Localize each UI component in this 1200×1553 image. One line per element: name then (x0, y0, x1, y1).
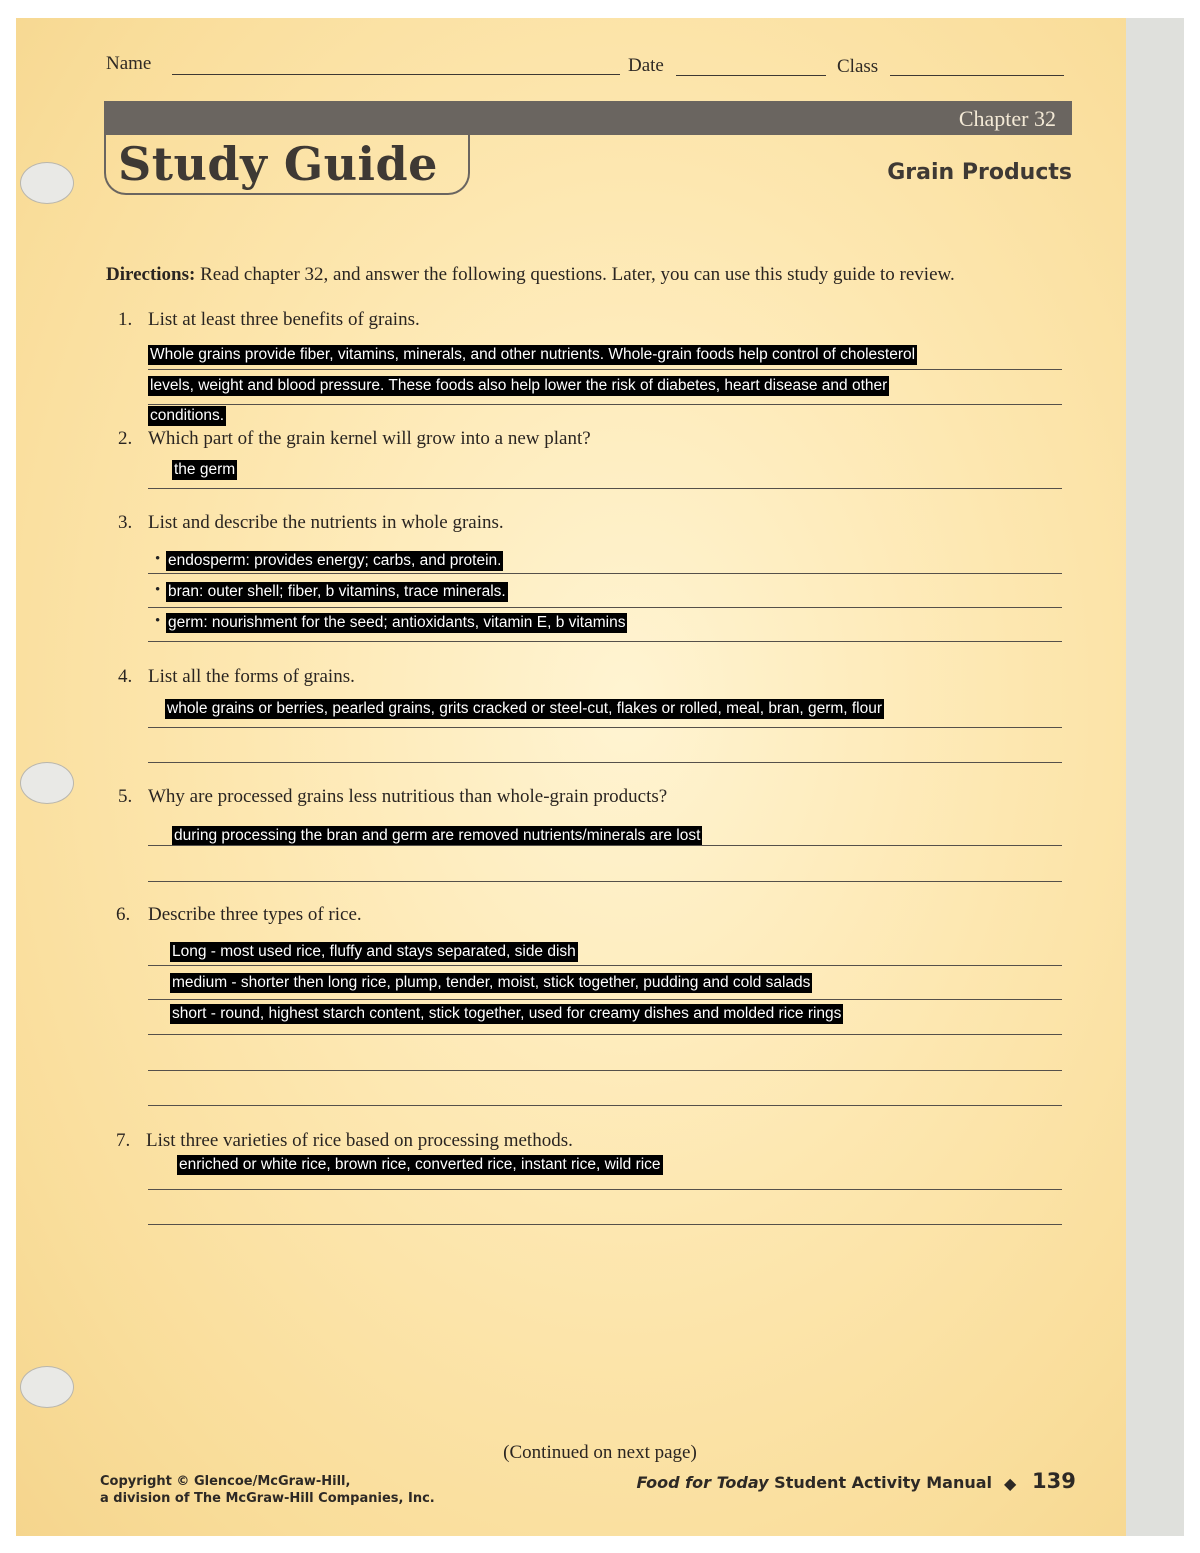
answer-text: whole grains or berries, pearled grains, grits cracked or steel-cut, flakes or rolled, meal, bran, germ, flour (167, 700, 883, 717)
binder-hole (20, 1366, 74, 1408)
answer-line (148, 1070, 1062, 1071)
answer-text: Whole grains provide fiber, vitamins, minerals, and other nutrients. Whole-grain foods help control of cholesterol (150, 346, 916, 363)
directions-label: Directions: (106, 264, 196, 285)
worksheet-page (16, 18, 1126, 1536)
question-number: 5. (118, 786, 133, 807)
class-label: Class (837, 56, 879, 77)
answer-line (148, 607, 1062, 608)
answer-line (148, 1189, 1062, 1190)
manual-title (636, 1473, 992, 1492)
question-number: 7. (116, 1130, 131, 1151)
question-text: List all the forms of grains. (148, 666, 355, 687)
question-number: 2. (118, 428, 133, 449)
answer-text: the germ (174, 461, 236, 478)
diamond-icon: ◆ (1004, 1476, 1017, 1493)
manual-title-rest: Student Activity Manual (768, 1473, 992, 1492)
copyright (100, 1473, 435, 1507)
question-text: List and describe the nutrients in whole grains. (148, 512, 504, 533)
answer-line (148, 965, 1062, 966)
answer-line (148, 369, 1062, 370)
bullet-icon: • (155, 613, 161, 629)
question-number: 6. (116, 904, 131, 925)
binder-hole (20, 762, 74, 804)
answer-text: endosperm: provides energy; carbs, and protein. (168, 552, 502, 569)
page-subtitle: Grain Products (887, 160, 1072, 185)
directions (106, 264, 955, 286)
answer-text: levels, weight and blood pressure. These foods also help lower the risk of diabetes, heart disease and other (150, 377, 888, 394)
class-field[interactable] (890, 75, 1064, 76)
answer-text: conditions. (150, 407, 225, 424)
chapter-bar (104, 101, 1072, 135)
answer-line (148, 727, 1062, 728)
question-text: Which part of the grain kernel will grow into a new plant? (148, 428, 591, 449)
answer-line (148, 999, 1062, 1000)
page-number: 139 (1032, 1469, 1076, 1493)
answer-text: Long - most used rice, fluffy and stays separated, side dish (172, 943, 576, 960)
answer-line (148, 488, 1062, 489)
answer-text: medium - shorter then long rice, plump, tender, moist, stick together, pudding and cold salads (172, 974, 811, 991)
page-edge (1126, 18, 1184, 1536)
continued-note: (Continued on next page) (503, 1442, 697, 1463)
answer-line (148, 881, 1062, 882)
question-text: Describe three types of rice. (148, 904, 362, 925)
question-number: 4. (118, 666, 133, 687)
answer-line (148, 404, 1062, 405)
answer-text: enriched or white rice, brown rice, converted rice, instant rice, wild rice (179, 1156, 661, 1173)
bullet-icon: • (155, 582, 161, 598)
answer-line (148, 1034, 1062, 1035)
name-field[interactable] (172, 74, 620, 75)
bullet-icon: • (155, 551, 161, 567)
question-text: List three varieties of rice based on processing methods. (146, 1130, 573, 1151)
date-label: Date (628, 55, 664, 76)
answer-line (148, 1224, 1062, 1225)
copyright-line: a division of The McGraw-Hill Companies, Inc. (100, 1491, 435, 1506)
answer-line (148, 1105, 1062, 1106)
answer-line (148, 762, 1062, 763)
binder-hole (20, 162, 74, 204)
answer-line (148, 845, 1062, 846)
copyright-line: Copyright © Glencoe/McGraw-Hill, (100, 1474, 351, 1489)
date-field[interactable] (676, 75, 826, 76)
question-text: Why are processed grains less nutritious than whole-grain products? (148, 786, 668, 807)
answer-text: germ: nourishment for the seed; antioxidants, vitamin E, b vitamins (168, 614, 626, 631)
answer-text: short - round, highest starch content, stick together, used for creamy dishes and molded rice rings (172, 1005, 842, 1022)
question-text: List at least three benefits of grains. (148, 309, 420, 330)
manual-title-italic: Food for Today (636, 1473, 769, 1492)
directions-text: Read chapter 32, and answer the following questions. Later, you can use this study guide to review. (195, 264, 955, 285)
question-number: 3. (118, 512, 133, 533)
answer-text: during processing the bran and germ are removed nutrients/minerals are lost (174, 827, 701, 844)
question-number: 1. (118, 309, 133, 330)
answer-line (148, 573, 1062, 574)
chapter-label: Chapter 32 (958, 106, 1056, 131)
answer-text: bran: outer shell; fiber, b vitamins, trace minerals. (168, 583, 506, 600)
page-title: Study Guide (118, 137, 438, 191)
answer-line (148, 641, 1062, 642)
name-label: Name (106, 53, 152, 74)
